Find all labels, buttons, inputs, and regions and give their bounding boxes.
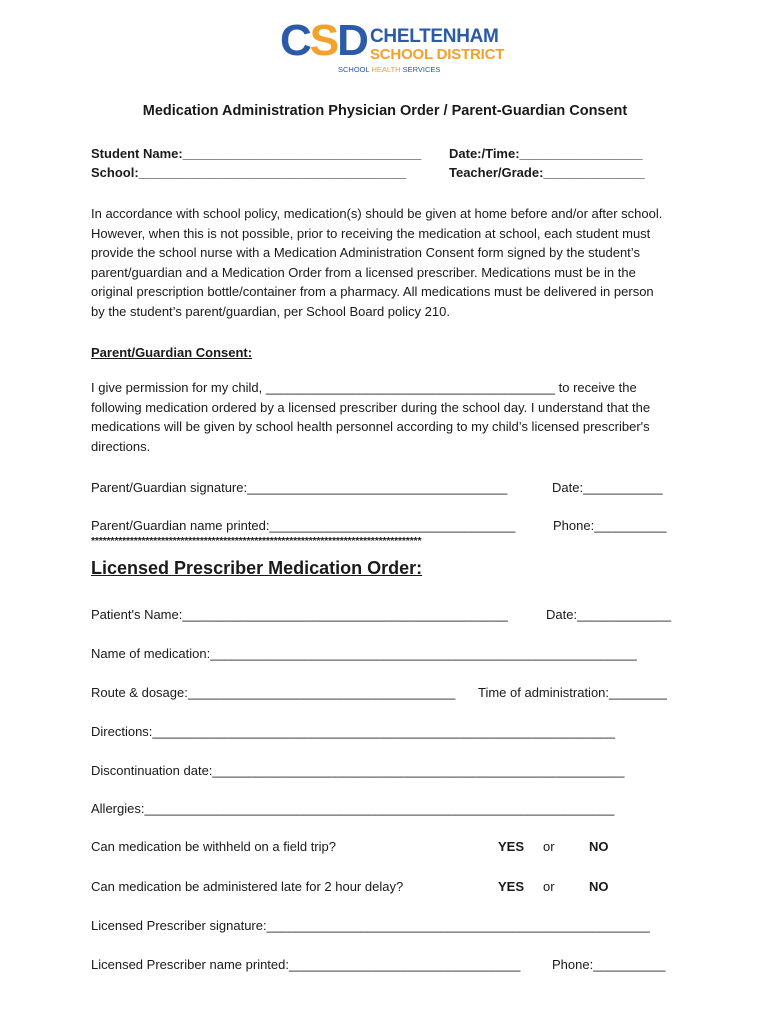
district-logo (280, 16, 520, 80)
parent-signature-date-field[interactable]: Date:___________ (552, 480, 663, 495)
medication-name-field[interactable]: Name of medication:___________________________________________________________ (91, 646, 637, 661)
logo-line-1: CHELTENHAM (370, 26, 499, 47)
field-trip-question: Can medication be withheld on a field trip? (91, 839, 336, 854)
delay-question: Can medication be administered late for 2 hour delay? (91, 879, 404, 894)
school-field[interactable]: School:_____________________________________ (91, 165, 407, 180)
patient-name-field[interactable]: Patient's Name:_____________________________________________ (91, 607, 508, 622)
logo-line-3-b: HEALTH (371, 65, 403, 74)
prescriber-name-field[interactable]: Licensed Prescriber name printed:________________________________ (91, 957, 521, 972)
field-trip-no-option[interactable]: NO (589, 839, 609, 854)
intro-line: by the student’s parent/guardian, per School Board policy 210. (91, 303, 450, 319)
consent-line: medications will be given by school health personnel according to my child’s licensed prescriber's (91, 419, 650, 434)
delay-no-option[interactable]: NO (589, 879, 609, 894)
section-separator: ************************************************************************************* (91, 535, 422, 547)
form-title: Medication Administration Physician Order / Parent-Guardian Consent (142, 103, 628, 119)
logo-letter-s: S (309, 16, 338, 65)
allergies-field[interactable]: Allergies:_________________________________________________________________ (91, 801, 615, 816)
teacher-grade-field[interactable]: Teacher/Grade:______________ (449, 165, 645, 180)
intro-line: parent/guardian and a Medication Order from a licensed prescriber. Medications must be in the (91, 264, 636, 280)
patient-date-field[interactable]: Date:_____________ (546, 607, 672, 622)
time-administration-field[interactable]: Time of administration:________ (478, 685, 667, 700)
field-trip-yes-option[interactable]: YES (498, 839, 525, 854)
intro-line: provide the school nurse with a Medication Administration Consent form signed by the student’s (91, 245, 640, 260)
student-name-field[interactable]: Student Name:_________________________________ (91, 146, 422, 161)
logo-letter-d: D (337, 16, 367, 65)
logo-line-3-a: SCHOOL (338, 65, 372, 74)
route-dosage-field[interactable]: Route & dosage:_____________________________________ (91, 685, 456, 700)
parent-phone-field[interactable]: Phone:__________ (553, 518, 667, 533)
field-trip-or: or (543, 839, 555, 854)
intro-paragraph (91, 204, 691, 321)
consent-line[interactable]: I give permission for my child, ________________________________________ to receive the (91, 380, 637, 395)
intro-line: In accordance with school policy, medication(s) should be given at home before and/or after school. (91, 206, 663, 221)
directions-field[interactable]: Directions:________________________________________________________________ (91, 724, 616, 739)
consent-heading: Parent/Guardian Consent: (91, 345, 253, 360)
parent-signature-field[interactable]: Parent/Guardian signature:____________________________________ (91, 480, 508, 495)
logo-letter-c: C (280, 16, 310, 65)
discontinuation-date-field[interactable]: Discontinuation date:_________________________________________________________ (91, 763, 625, 778)
intro-line: However, when this is not possible, prior to receiving the medication at school, each student must (91, 225, 651, 241)
parent-name-field[interactable]: Parent/Guardian name printed:__________________________________ (91, 518, 516, 533)
prescriber-signature-field[interactable]: Licensed Prescriber signature:_____________________________________________________ (91, 918, 650, 933)
logo-line-3 (338, 65, 440, 74)
delay-or: or (543, 879, 555, 894)
intro-line: original prescription bottle/container from a pharmacy. All medications must be delivered in person (91, 284, 654, 299)
consent-paragraph (91, 378, 691, 456)
consent-line: following medication ordered by a licensed prescriber during the school day. I understand that the (91, 399, 651, 415)
logo-line-3-c: SERVICES (402, 65, 441, 74)
prescriber-phone-field[interactable]: Phone:__________ (552, 957, 666, 972)
date-time-field[interactable]: Date:/Time:_________________ (449, 146, 643, 161)
logo-line-2: SCHOOL DISTRICT (370, 46, 505, 63)
delay-yes-option[interactable]: YES (498, 879, 525, 894)
consent-line: directions. (91, 438, 151, 454)
order-heading: Licensed Prescriber Medication Order: (91, 558, 423, 578)
